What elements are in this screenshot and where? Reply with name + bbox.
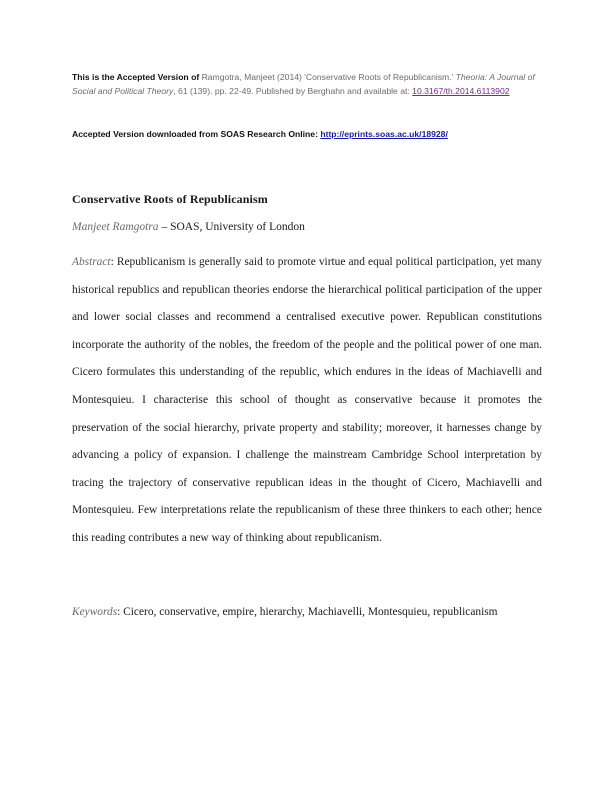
author-line <box>72 221 305 233</box>
abstract <box>72 249 542 553</box>
download-notice <box>72 127 546 141</box>
accepted-version-notice <box>72 70 546 98</box>
abstract-text: : Republicanism is generally said to promote virtue and equal political participation, yet many historical republics and republican theories endorse the hierarchical political participation of the upper and lower social classes and recommend a centralised executive power. Republican constitutions incorporate the authority of the nobles, the freedom of the people and the political power of one man. Cicero formulates this understanding of the republic, which endures in the ideas of Machiavelli and Montesquieu. I characterise this school of thought as conservative because it promotes the preservation of the social hierarchy, private property and stability; moreover, it harnesses change by advancing a policy of expansion. I challenge the mainstream Cambridge School interpretation by tracing the trajectory of conservative republican ideas in the thought of Cicero, Machiavelli and Montesquieu. Few interpretations relate the republicanism of these three thinkers to each other; hence this reading contributes a new way of thinking about republicanism. <box>72 256 542 544</box>
journal-name: Theoria: A Journal of Social and Political Theory <box>72 72 535 96</box>
author-name: Manjeet Ramgotra <box>72 221 159 233</box>
repository-link[interactable]: http://eprints.soas.ac.uk/18928/ <box>320 129 448 139</box>
author-affiliation: – SOAS, University of London <box>158 221 305 233</box>
keywords-label: Keywords <box>72 606 118 618</box>
citation-authors: Ramgotra, Manjeet (2014) 'Conservative Roots of Republicanism.' <box>199 72 456 82</box>
keywords-text: : Cicero, conservative, empire, hierarchy, Machiavelli, Montesquieu, republicanism <box>117 606 498 618</box>
notice-lead: This is the Accepted Version of <box>72 72 200 82</box>
article-title: Conservative Roots of Republicanism <box>72 192 268 206</box>
keywords <box>72 604 542 620</box>
doi-link[interactable]: 10.3167/th.2014.6113902 <box>412 86 510 96</box>
citation-details: , 61 (139). pp. 22-49. Published by Berghahn and available at: <box>173 86 413 96</box>
abstract-label: Abstract <box>72 256 111 268</box>
download-label: Accepted Version downloaded from SOAS Research Online: <box>72 129 321 139</box>
